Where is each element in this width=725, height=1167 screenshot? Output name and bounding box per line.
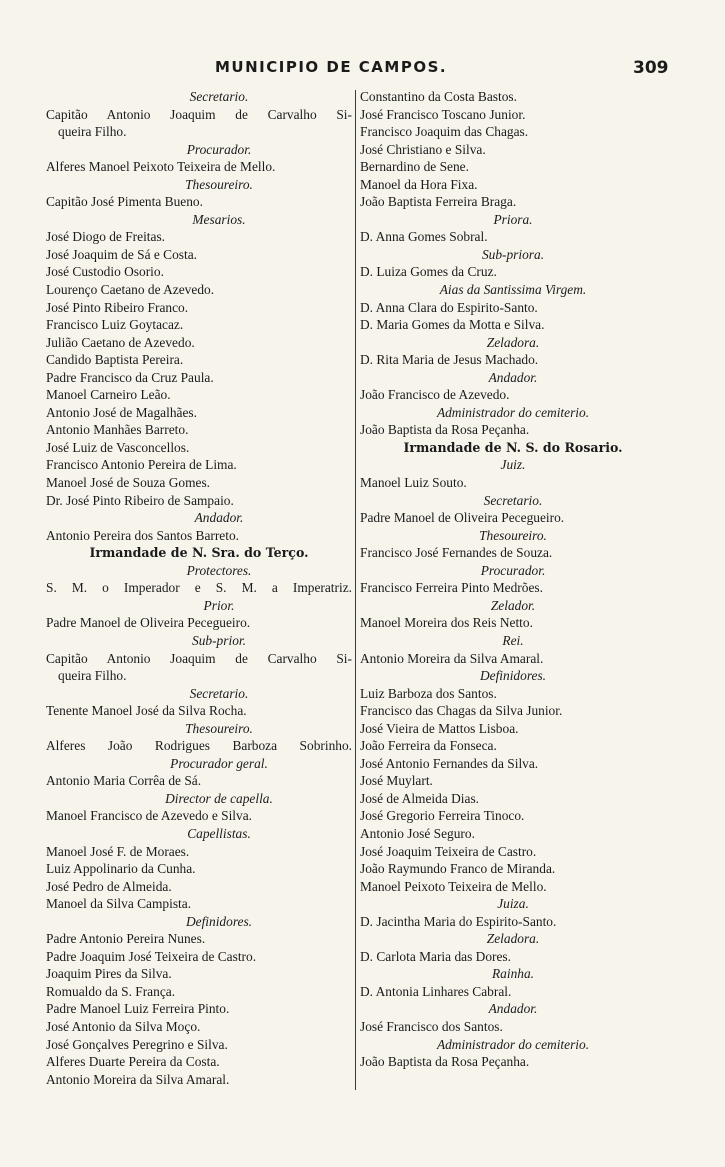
left-column (46, 88, 352, 1088)
member-name: Manoel Moreira dos Reis Netto. (360, 615, 533, 631)
member-name: João Ferreira da Fonseca. (360, 738, 497, 754)
member-name: Antonio Maria Corrêa de Sá. (46, 773, 202, 789)
office-title: Andador. (488, 369, 538, 385)
member-name: José Antonio da Silva Moço. (46, 1018, 201, 1034)
member-name: D. Rita Maria de Jesus Machado. (360, 352, 539, 368)
member-name: Romualdo da S. França. (46, 983, 176, 999)
member-name: Manoel da Silva Campista. (46, 896, 192, 912)
member-name: João Baptista da Rosa Peçanha. (360, 422, 530, 438)
section-heading: Irmandade de N. Sra. do Terço. (89, 545, 309, 561)
member-name: José Custodio Osorio. (46, 264, 164, 280)
member-name: Padre Francisco da Cruz Paula. (46, 369, 214, 385)
office-title: Definidores. (185, 913, 253, 929)
member-name: Francisco Joaquim das Chagas. (360, 124, 529, 140)
page-number: 309 (633, 58, 669, 78)
member-name: Julião Caetano de Azevedo. (46, 334, 195, 350)
member-name: Antonio José de Magalhães. (46, 404, 197, 420)
member-name: Bernardino de Sene. (360, 159, 469, 175)
member-name: João Baptista da Rosa Peçanha. (360, 1054, 530, 1070)
office-title: Definidores. (479, 668, 547, 684)
member-name: D. Antonia Linhares Cabral. (360, 983, 512, 999)
member-name: José Francisco dos Santos. (360, 1018, 503, 1034)
member-name: Antonio Manhães Barreto. (46, 422, 189, 438)
member-name: queira Filho. (58, 668, 127, 684)
office-title: Prior. (203, 597, 235, 613)
member-name: José Vieira de Mattos Lisboa. (360, 720, 519, 736)
member-name: José Luiz de Vasconcellos. (46, 439, 190, 455)
office-title: Zelador. (490, 597, 536, 613)
office-title: Thesoureiro. (185, 176, 253, 192)
office-title: Director de capella. (165, 790, 273, 806)
member-name: D. Anna Clara do Espirito-Santo. (360, 299, 538, 315)
office-title: Secretario. (483, 492, 543, 508)
member-name: Joaquim Pires da Silva. (46, 966, 172, 982)
member-name: Padre Manoel de Oliveira Pecegueiro. (46, 615, 251, 631)
office-title: Capellistas. (187, 825, 251, 841)
member-name: Dr. José Pinto Ribeiro de Sampaio. (46, 492, 234, 508)
office-title: Andador. (194, 510, 244, 526)
member-name: Manoel Carneiro Leão. (46, 387, 171, 403)
member-name: Antonio Moreira da Silva Amaral. (360, 650, 544, 666)
member-name: Francisco Luiz Goytacaz. (46, 317, 184, 333)
section-heading: Irmandade de N. S. do Rosario. (403, 439, 623, 455)
member-name: José Pedro de Almeida. (46, 878, 172, 894)
member-name: João Baptista Ferreira Braga. (360, 194, 517, 210)
member-name: Francisco Ferreira Pinto Medrões. (360, 580, 543, 596)
member-name: João Francisco de Azevedo. (360, 387, 510, 403)
office-title: Sub-prior. (192, 632, 246, 648)
office-title: Zeladora. (486, 931, 540, 947)
member-name: Candido Baptista Pereira. (46, 352, 184, 368)
member-name: José de Almeida Dias. (360, 790, 480, 806)
member-name: Francisco das Chagas da Silva Junior. (360, 703, 563, 719)
member-name: Padre Manoel Luiz Ferreira Pinto. (46, 1001, 230, 1017)
member-name: Manoel Peixoto Teixeira de Mello. (360, 878, 547, 894)
office-title: Mesarios. (192, 211, 246, 227)
member-name: Padre Manoel de Oliveira Pecegueiro. (360, 510, 565, 526)
office-title: Protectores. (186, 562, 252, 578)
member-name: D. Luiza Gomes da Cruz. (360, 264, 497, 280)
member-name: José Joaquim Teixeira de Castro. (360, 843, 537, 859)
member-name: D. Maria Gomes da Motta e Silva. (360, 317, 545, 333)
office-title: Procurador. (186, 141, 252, 157)
member-name: José Christiano e Silva. (360, 141, 486, 157)
member-name: José Francisco Toscano Junior. (360, 106, 526, 122)
member-name: D. Anna Gomes Sobral. (360, 229, 488, 245)
member-name: Capitão Antonio Joaquim de Carvalho Si- (46, 650, 352, 666)
office-title: Secretario. (189, 685, 249, 701)
member-name: Manoel José F. de Moraes. (46, 843, 190, 859)
office-title: Rei. (502, 632, 524, 648)
member-name: Antonio Moreira da Silva Amaral. (46, 1071, 230, 1087)
office-title: Juiz. (500, 457, 526, 473)
member-name: Capitão José Pimenta Bueno. (46, 194, 203, 210)
office-title: Andador. (488, 1001, 538, 1017)
member-name: D. Jacintha Maria do Espirito-Santo. (360, 913, 557, 929)
office-title: Juiza. (497, 896, 529, 912)
member-name: Manoel Francisco de Azevedo e Silva. (46, 808, 253, 824)
column-divider (355, 90, 356, 1090)
member-name: queira Filho. (58, 124, 127, 140)
member-name: Manoel José de Souza Gomes. (46, 475, 211, 491)
member-name: José Diogo de Freitas. (46, 229, 166, 245)
member-name: Luiz Appolinario da Cunha. (46, 861, 196, 877)
right-column (360, 88, 666, 1071)
member-name: José Gregorio Ferreira Tinoco. (360, 808, 525, 824)
member-name: Padre Joaquim José Teixeira de Castro. (46, 948, 257, 964)
member-name: José Gonçalves Peregrino e Silva. (46, 1036, 228, 1052)
member-name: José Muylart. (360, 773, 433, 789)
office-title: Aias da Santissima Virgem. (439, 282, 587, 298)
office-title: Priora. (493, 211, 533, 227)
member-name: Manoel da Hora Fixa. (360, 176, 478, 192)
member-name: Alferes João Rodrigues Barboza Sobrinho. (46, 738, 352, 754)
running-title: MUNICIPIO DE CAMPOS. (215, 58, 448, 76)
office-title: Procurador. (480, 562, 546, 578)
member-name: José Antonio Fernandes da Silva. (360, 755, 539, 771)
office-title: Rainha. (491, 966, 535, 982)
office-title: Administrador do cemiterio. (436, 1036, 590, 1052)
office-title: Thesoureiro. (185, 720, 253, 736)
member-name: Alferes Duarte Pereira da Costa. (46, 1054, 220, 1070)
member-name: Alferes Manoel Peixoto Teixeira de Mello. (46, 159, 276, 175)
member-name: Antonio José Seguro. (360, 825, 475, 841)
office-title: Thesoureiro. (479, 527, 547, 543)
member-name: Lourenço Caetano de Azevedo. (46, 282, 215, 298)
member-name: José Pinto Ribeiro Franco. (46, 299, 189, 315)
member-name: Capitão Antonio Joaquim de Carvalho Si- (46, 106, 352, 122)
office-title: Administrador do cemiterio. (436, 404, 590, 420)
member-name: S. M. o Imperador e S. M. a Imperatriz. (46, 580, 352, 596)
member-name: Francisco José Fernandes de Souza. (360, 545, 553, 561)
member-name: Francisco Antonio Pereira de Lima. (46, 457, 237, 473)
member-name: João Raymundo Franco de Miranda. (360, 861, 556, 877)
office-title: Procurador geral. (170, 755, 268, 771)
member-name: Tenente Manoel José da Silva Rocha. (46, 703, 247, 719)
office-title: Secretario. (189, 89, 249, 104)
member-name: D. Carlota Maria das Dores. (360, 948, 511, 964)
member-name: Antonio Pereira dos Santos Barreto. (46, 527, 240, 543)
member-name: Luiz Barboza dos Santos. (360, 685, 497, 701)
page-header (0, 58, 725, 86)
office-title: Zeladora. (486, 334, 540, 350)
member-name: José Joaquim de Sá e Costa. (46, 246, 197, 262)
member-name: Manoel Luiz Souto. (360, 475, 467, 491)
member-name: Padre Antonio Pereira Nunes. (46, 931, 206, 947)
member-name: Constantino da Costa Bastos. (360, 89, 517, 104)
office-title: Sub-priora. (481, 246, 545, 262)
